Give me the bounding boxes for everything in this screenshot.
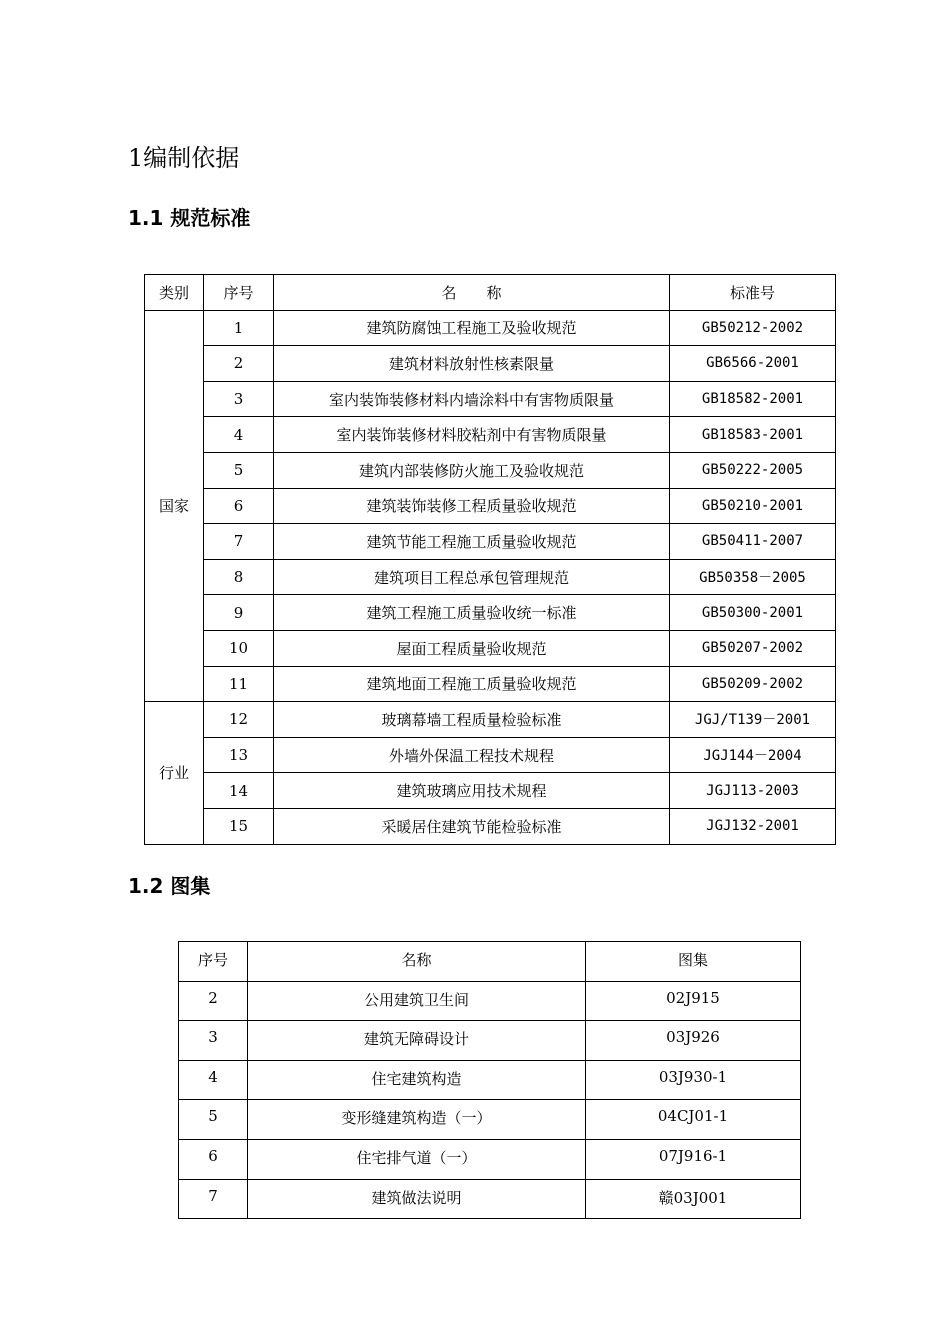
row-code-cell: GB50212-2002 xyxy=(670,310,836,346)
page-title: 1编制依据 xyxy=(128,144,240,172)
row-code-cell: GB18583-2001 xyxy=(670,417,836,453)
row-no-cell: 4 xyxy=(204,417,274,453)
header-name: 名称 xyxy=(248,942,586,982)
row-code-cell: GB50300-2001 xyxy=(670,595,836,631)
header-code: 标准号 xyxy=(670,275,836,311)
row-name-cell: 公用建筑卫生间 xyxy=(248,981,586,1021)
table-row xyxy=(145,595,836,631)
header-no: 序号 xyxy=(179,942,248,982)
row-no-cell: 13 xyxy=(204,737,274,773)
row-code-cell: GB50358－2005 xyxy=(670,559,836,595)
row-atlas-cell: 02J915 xyxy=(586,981,801,1021)
row-no-cell: 3 xyxy=(204,381,274,417)
row-code-cell: GB50207-2002 xyxy=(670,630,836,666)
row-name-cell: 室内装饰装修材料内墙涂料中有害物质限量 xyxy=(274,381,670,417)
row-name-cell: 建筑地面工程施工质量验收规范 xyxy=(274,666,670,702)
row-no-cell: 8 xyxy=(204,559,274,595)
section-heading-standards: 1.1 规范标准 xyxy=(128,206,251,230)
row-name-cell: 外墙外保温工程技术规程 xyxy=(274,737,670,773)
table-row xyxy=(145,346,836,382)
category-cell: 行业 xyxy=(145,702,204,844)
table-row xyxy=(145,630,836,666)
row-no-cell: 7 xyxy=(204,524,274,560)
row-name-cell: 建筑装饰装修工程质量验收规范 xyxy=(274,488,670,524)
table-row xyxy=(179,1100,801,1140)
row-no-cell: 12 xyxy=(204,702,274,738)
row-atlas-cell: 07J916-1 xyxy=(586,1139,801,1179)
standards-table xyxy=(144,274,836,845)
row-code-cell: JGJ/T139－2001 xyxy=(670,702,836,738)
row-no-cell: 10 xyxy=(204,630,274,666)
section-heading-atlas: 1.2 图集 xyxy=(128,874,211,898)
row-code-cell: GB50210-2001 xyxy=(670,488,836,524)
row-no-cell: 5 xyxy=(179,1100,248,1140)
row-name-cell: 住宅建筑构造 xyxy=(248,1060,586,1100)
header-name: 名 称 xyxy=(274,275,670,311)
row-name-cell: 建筑防腐蚀工程施工及验收规范 xyxy=(274,310,670,346)
standards-table-body xyxy=(145,310,836,844)
row-name-cell: 屋面工程质量验收规范 xyxy=(274,630,670,666)
table-row xyxy=(145,559,836,595)
row-code-cell: GB6566-2001 xyxy=(670,346,836,382)
row-name-cell: 室内装饰装修材料胶粘剂中有害物质限量 xyxy=(274,417,670,453)
header-no: 序号 xyxy=(204,275,274,311)
row-name-cell: 玻璃幕墙工程质量检验标准 xyxy=(274,702,670,738)
table-row xyxy=(145,737,836,773)
row-no-cell: 9 xyxy=(204,595,274,631)
row-no-cell: 5 xyxy=(204,452,274,488)
row-atlas-cell: 赣03J001 xyxy=(586,1179,801,1219)
row-code-cell: JGJ113-2003 xyxy=(670,773,836,809)
table-row xyxy=(145,381,836,417)
table-row xyxy=(145,310,836,346)
row-name-cell: 建筑无障碍设计 xyxy=(248,1021,586,1061)
category-cell: 国家 xyxy=(145,310,204,702)
row-atlas-cell: 04CJ01-1 xyxy=(586,1100,801,1140)
row-code-cell: GB50411-2007 xyxy=(670,524,836,560)
row-atlas-cell: 03J930-1 xyxy=(586,1060,801,1100)
row-name-cell: 建筑玻璃应用技术规程 xyxy=(274,773,670,809)
row-code-cell: JGJ144－2004 xyxy=(670,737,836,773)
table-row xyxy=(145,524,836,560)
table-header-row xyxy=(145,275,836,311)
row-name-cell: 建筑做法说明 xyxy=(248,1179,586,1219)
row-name-cell: 建筑工程施工质量验收统一标准 xyxy=(274,595,670,631)
row-no-cell: 11 xyxy=(204,666,274,702)
row-no-cell: 2 xyxy=(204,346,274,382)
table-row xyxy=(145,702,836,738)
table-row xyxy=(179,981,801,1021)
row-no-cell: 14 xyxy=(204,773,274,809)
row-name-cell: 变形缝建筑构造（一） xyxy=(248,1100,586,1140)
row-no-cell: 3 xyxy=(179,1021,248,1061)
table-row xyxy=(179,1179,801,1219)
table-row xyxy=(179,1139,801,1179)
table-row xyxy=(145,666,836,702)
row-no-cell: 7 xyxy=(179,1179,248,1219)
table-row xyxy=(179,1021,801,1061)
row-no-cell: 1 xyxy=(204,310,274,346)
row-name-cell: 采暖居住建筑节能检验标准 xyxy=(274,808,670,844)
row-atlas-cell: 03J926 xyxy=(586,1021,801,1061)
header-category: 类别 xyxy=(145,275,204,311)
row-code-cell: GB18582-2001 xyxy=(670,381,836,417)
table-header-row xyxy=(179,942,801,982)
table-row xyxy=(145,808,836,844)
row-code-cell: GB50222-2005 xyxy=(670,452,836,488)
row-name-cell: 建筑内部装修防火施工及验收规范 xyxy=(274,452,670,488)
table-row xyxy=(145,417,836,453)
atlas-table xyxy=(178,941,801,1219)
row-no-cell: 15 xyxy=(204,808,274,844)
header-atlas: 图集 xyxy=(586,942,801,982)
row-name-cell: 建筑材料放射性核素限量 xyxy=(274,346,670,382)
atlas-table-body xyxy=(179,981,801,1219)
row-name-cell: 建筑节能工程施工质量验收规范 xyxy=(274,524,670,560)
table-row xyxy=(145,452,836,488)
row-no-cell: 4 xyxy=(179,1060,248,1100)
row-name-cell: 住宅排气道（一） xyxy=(248,1139,586,1179)
row-no-cell: 2 xyxy=(179,981,248,1021)
row-code-cell: GB50209-2002 xyxy=(670,666,836,702)
row-no-cell: 6 xyxy=(179,1139,248,1179)
table-row xyxy=(145,773,836,809)
table-row xyxy=(145,488,836,524)
row-code-cell: JGJ132-2001 xyxy=(670,808,836,844)
row-name-cell: 建筑项目工程总承包管理规范 xyxy=(274,559,670,595)
table-row xyxy=(179,1060,801,1100)
row-no-cell: 6 xyxy=(204,488,274,524)
